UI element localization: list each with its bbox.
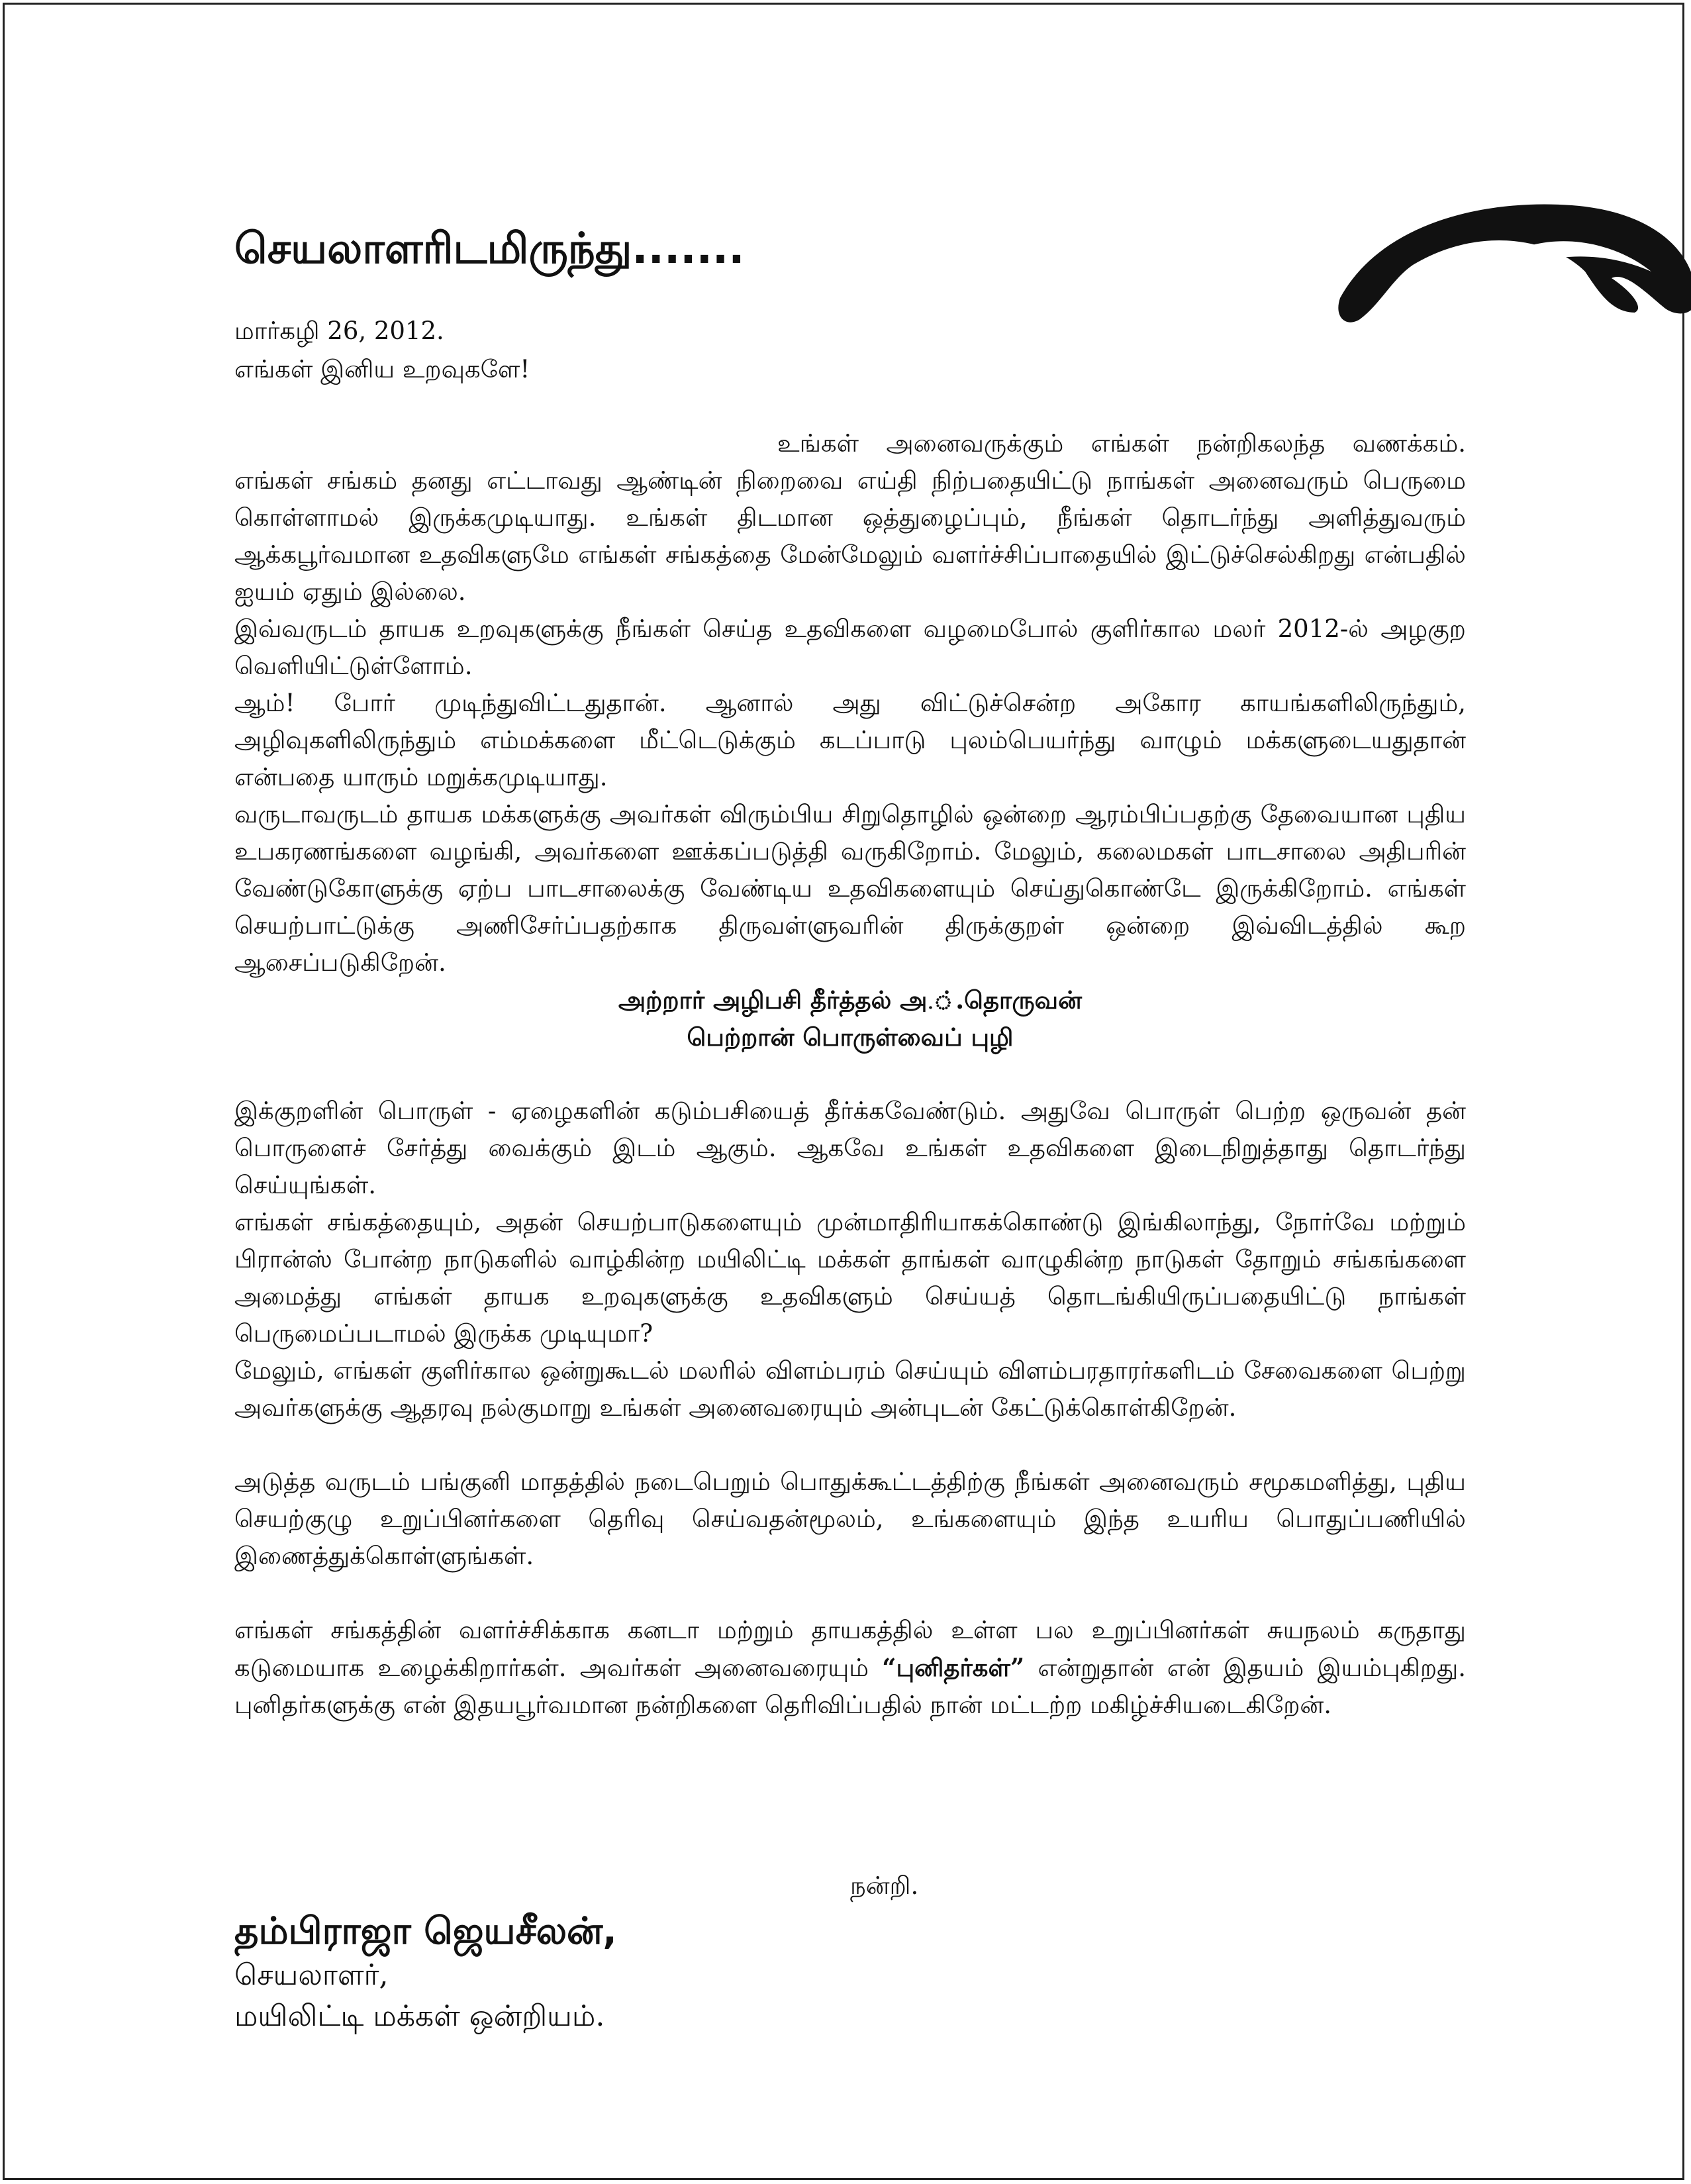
signatory-organization: மயிலிட்டி மக்கள் ஒன்றியம். <box>234 1999 605 2033</box>
paragraph: எங்கள் சங்கத்தையும், அதன் செயற்பாடுகளையும் முன்மாதிரியாகக்கொண்டு இங்கிலாந்து, நோர்வே மற்றும் பிரான்ஸ் போன்ற நாடுகளில் வாழ்கின்ற மயிலிட்டி மக்கள் தாங்கள் வாழுகின்ற நாடுகள் தோறும் சங்கங்களை அமைத்து எங்கள் தாயக உறவுகளுக்கு உதவிகளும் செய்யத் தொடங்கியிருப்பதையிட்டு நாங்கள் பெருமைப்படாமல் இருக்க முடியுமா? <box>234 1208 1466 1348</box>
paragraph: மேலும், எங்கள் குளிர்கால ஒன்றுகூடல் மலரில் விளம்பரம் செய்யும் விளம்பரதாரர்களிடம் சேவைகளை பெற்று அவர்களுக்கு ஆதரவு நல்குமாறு உங்கள் அனைவரையும் அன்புடன் கேட்டுக்கொள்கிறேன். <box>234 1356 1466 1422</box>
letter-body <box>234 425 1466 1724</box>
letter-date: மார்கழி 26, 2012. <box>234 317 444 345</box>
paragraph: இக்குறளின் பொருள் - ஏழைகளின் கடும்பசியைத் தீர்க்கவேண்டும். அதுவே பொருள் பெற்ற ஒருவன் தன் பொருளைச் சேர்த்து வைக்கும் இடம் ஆகும். ஆகவே உங்கள் உதவிகளை இடைநிறுத்தாது தொடர்ந்து செய்யுங்கள். <box>234 1097 1466 1199</box>
paragraph <box>234 1612 1466 1724</box>
signature-block <box>234 1909 617 2037</box>
paragraph: உங்கள் அனைவருக்கும் எங்கள் நன்றிகலந்த வணக்கம். எங்கள் சங்கம் தனது எட்டாவது ஆண்டின் நிறைவை எய்தி நிற்பதையிட்டு நாங்கள் அனைவரும் பெருமை கொள்ளாமல் இருக்கமுடியாது. உங்கள் திடமான ஒத்துழைப்பும், நீங்கள் தொடர்ந்து அளித்துவரும் ஆக்கபூர்வமான உதவிகளுமே எங்கள் சங்கத்தை மேன்மேலும் வளர்ச்சிப்பாதையில் இட்டுச்செல்கிறது என்பதில் ஐயம் ஏதும் இல்லை. <box>234 429 1466 606</box>
organization-logo <box>1333 199 1691 331</box>
salutation: எங்கள் இனிய உறவுகளே! <box>234 355 530 383</box>
letter-heading: செயலாளரிடமிருந்து....... <box>234 224 745 273</box>
closing-thanks: நன்றி. <box>850 1871 919 1900</box>
signatory-name: தம்பிராஜா ஜெயசீலன், <box>234 1910 617 1953</box>
paragraph: இவ்வருடம் தாயக உறவுகளுக்கு நீங்கள் செய்த உதவிகளை வழமைபோல் குளிர்கால மலர் 2012-ல் அழகுற வெளியிட்டுள்ளோம். <box>234 615 1466 680</box>
kural-line-1: அற்றார் அழிபசி தீர்த்தல் அ.்.தொருவன் <box>618 985 1082 1015</box>
paragraph-text: என்றுதான் என் இதயம் இயம்புகிறது. புனிதர்களுக்கு என் இதயபூர்வமான நன்றிகளை தெரிவிப்பதில் நான் மட்டற்ற மகிழ்ச்சியடைகிறேன். <box>234 1654 1466 1719</box>
emphasis-text: “புனிதர்கள்” <box>882 1653 1025 1682</box>
paragraph: ஆம்! போர் முடிந்துவிட்டதுதான். ஆனால் அது விட்டுச்சென்ற அகோர காயங்களிலிருந்தும், அழிவுகளிலிருந்தும் எம்மக்களை மீட்டெடுக்கும் கடப்பாடு புலம்பெயர்ந்து வாழும் மக்களுடையதுதான் என்பதை யாரும் மறுக்கமுடியாது. <box>234 689 1466 791</box>
signatory-role: செயலாளர், <box>234 1958 389 1992</box>
kural-line-2: பெற்றான் பொருள்வைப் புழி <box>687 1022 1014 1052</box>
paragraph-text: எங்கள் சங்கத்தின் வளர்ச்சிக்காக கனடா மற்றும் தாயகத்தில் உள்ள பல உறுப்பினர்கள் சுயநலம் கருதாது கடுமையாக உழைக்கிறார்கள். அவர்கள் அனைவரையும் <box>234 1616 1466 1682</box>
paragraph: வருடாவருடம் தாயக மக்களுக்கு அவர்கள் விரும்பிய சிறுதொழில் ஒன்றை ஆரம்பிப்பதற்கு தேவையான புதிய உபகரணங்களை வழங்கி, அவர்களை ஊக்கப்படுத்தி வருகிறோம். மேலும், கலைமகள் பாடசாலை அதிபரின் வேண்டுகோளுக்கு ஏற்ப பாடசாலைக்கு வேண்டிய உதவிகளையும் செய்துகொண்டே இருக்கிறோம். எங்கள் செயற்பாட்டுக்கு அணிசேர்ப்பதற்காக திருவள்ளுவரின் திருக்குறள் ஒன்றை இவ்விடத்தில் கூற ஆசைப்படுகிறேன். <box>234 800 1466 977</box>
paragraph: அடுத்த வருடம் பங்குனி மாதத்தில் நடைபெறும் பொதுக்கூட்டத்திற்கு நீங்கள் அனைவரும் சமூகமளித்து, புதிய செயற்குழு உறுப்பினர்களை தெரிவு செய்வதன்மூலம், உங்களையும் இந்த உயரிய பொதுப்பணியில் இணைத்துக்கொள்ளுங்கள். <box>234 1467 1466 1570</box>
